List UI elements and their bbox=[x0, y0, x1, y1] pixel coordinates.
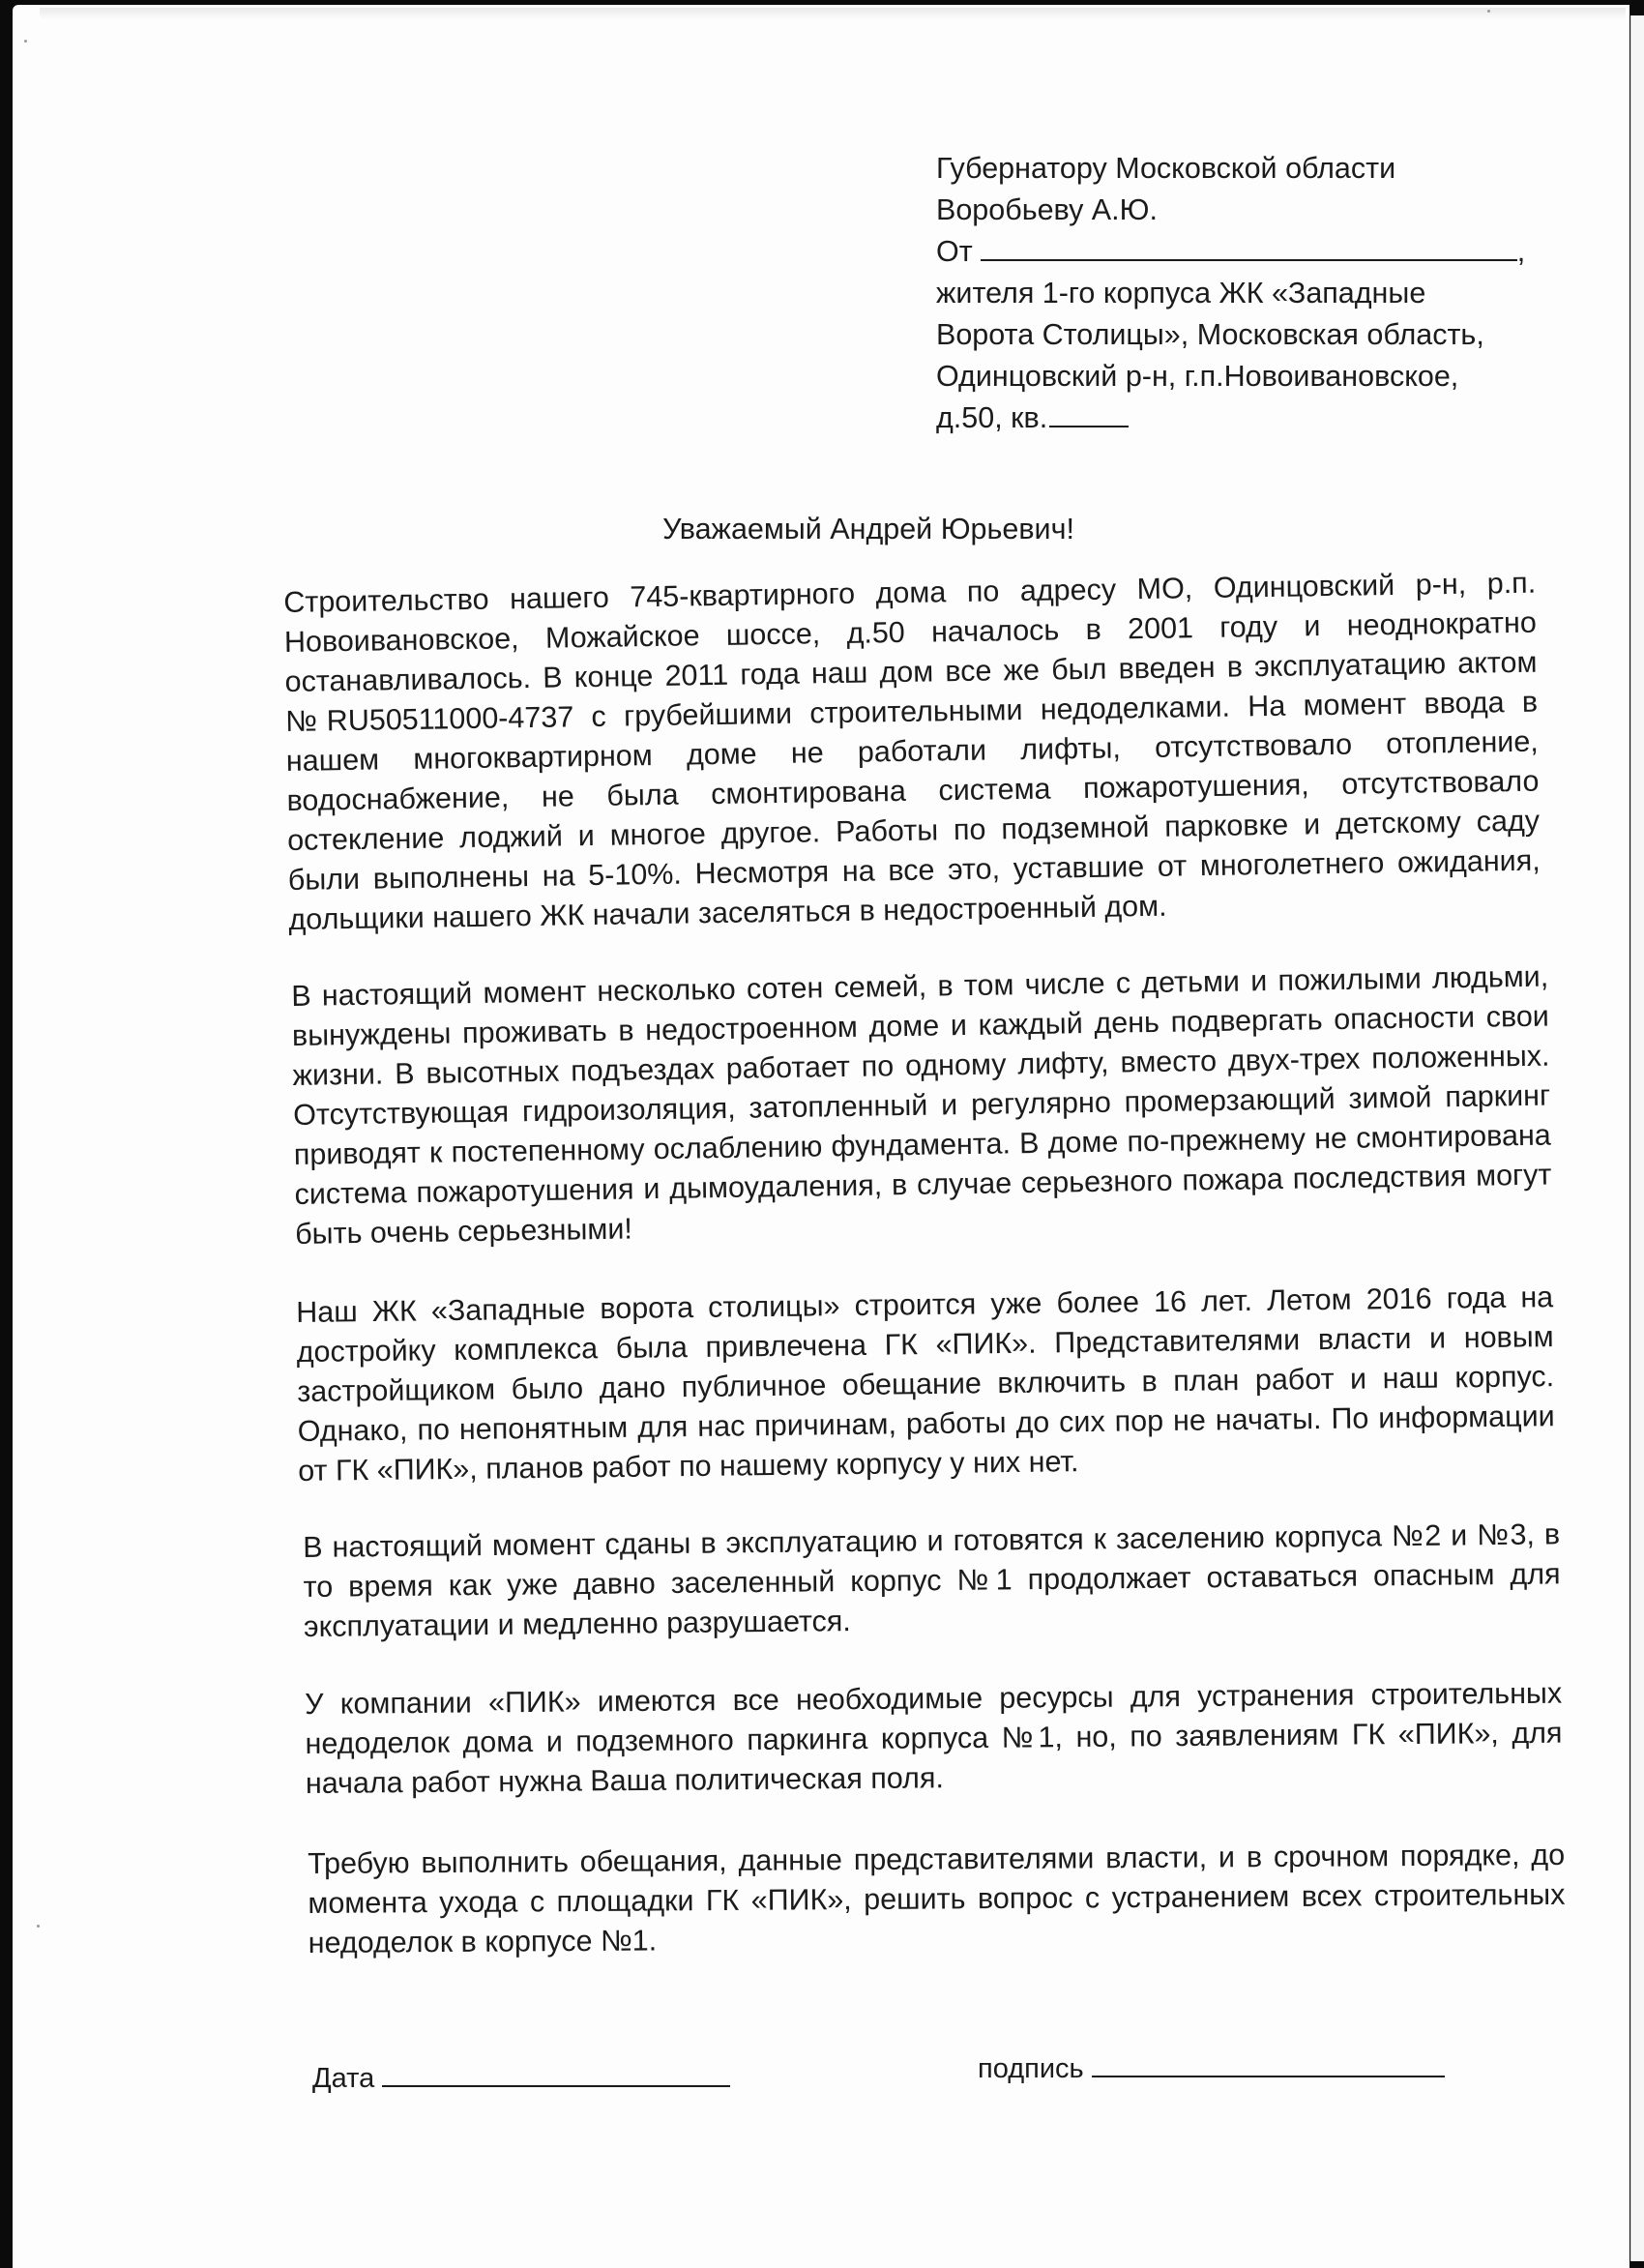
paragraph-current-danger: В настоящий момент несколько сотен семей, в том числе с детьми и пожилыми людьми, вынуждены проживать в недостроенном доме и каждый день подвергать опасности свои жизни. В высотных подъездах работает по одному лифту, вместо двух-трех положенных. Отсутствующая гидроизоляция, затопленный и регулярно промерзающий зимой паркинг приводят к постепенному ослаблению фундамента. В доме по-прежнему не смонтирована система пожаротушения и дымоудаления, в случае серьезного пожара последствия могут быть очень серьезными! bbox=[291, 959, 1552, 1251]
from-line bbox=[936, 231, 1536, 273]
from-label: От bbox=[936, 235, 973, 268]
resident-line: Одинцовский р-н, г.п.Новоивановское, bbox=[936, 360, 1459, 393]
resident-line: жителя 1-го корпуса ЖК «Западные bbox=[936, 277, 1426, 309]
greeting: Уважаемый Андрей Юрьевич! bbox=[662, 513, 1074, 545]
paragraph-demand: Требую выполнить обещания, данные представителями власти, и в срочном порядке, до момента ухода с площадки ГК «ПИК», решить вопрос с устранением всех строительных недоделок в корпусе №1. bbox=[308, 1838, 1566, 1959]
date-label: Дата bbox=[312, 2063, 375, 2094]
scan-speck bbox=[1487, 10, 1490, 13]
scanned-page bbox=[13, 5, 1629, 2268]
paragraph-construction-history: Строительство нашего 745-квартирного дома по адресу МО, Одинцовский р-н, р.п. Новоивановское, Можайское шоссе, д.50 началось в 2001 году и неоднократно останавливалось. В конце 2011 года наш дом все же был введен в эксплуатацию актом №RU50511000-4737 с грубейшими строительными недоделками. На момент ввода в нашем многоквартирном доме не работали лифты, отсутствовало отопление, водоснабжение, не была смонтирована система пожаротушения, отсутствовало остекление лоджий и многое другое. Работы по подземной парковке и детскому саду были выполнены на 5-10%. Несмотря на все это, уставшие от многолетнего ожидания, дольщики нашего ЖК начали заселяться в недостроенный дом. bbox=[283, 566, 1541, 936]
date-block bbox=[312, 2063, 730, 2095]
paragraph-other-buildings: В настоящий момент сданы в эксплуатацию и готовятся к заселению корпуса №2 и №3, в то время как уже давно заселенный корпус №1 продолжает оставаться опасным для эксплуатации и медленно разрушается. bbox=[303, 1517, 1561, 1643]
signature-label: подпись bbox=[978, 2053, 1084, 2084]
paragraph-pik-involvement: Наш ЖК «Западные ворота столицы» строится уже более 16 лет. Летом 2016 года на достройку комплекса была привлечена ГК «ПИК». Представителями власти и новым застройщиком было дано публичное обещание включить в план работ и наш корпус. Однако, по непонятным для нас причинам, работы до сих пор не начаты. По информации от ГК «ПИК», планов работ по нашему корпусу у них нет. bbox=[296, 1281, 1555, 1487]
date-field[interactable] bbox=[382, 2066, 730, 2087]
resident-line: Ворота Столицы», Московская область, bbox=[936, 318, 1484, 351]
paragraph-pik-resources: У компании «ПИК» имеются все необходимые ресурсы для устранения строительных недоделок дома и подземного паркинга корпуса №1, но, по заявлениям ГК «ПИК», для начала работ нужна Ваша политическая поля. bbox=[305, 1676, 1563, 1800]
from-trailing-comma: , bbox=[1516, 235, 1526, 268]
apartment-line bbox=[936, 398, 1536, 439]
scan-speck bbox=[37, 1925, 40, 1928]
apartment-number-field[interactable] bbox=[1049, 406, 1129, 427]
apartment-label: д.50, кв. bbox=[936, 401, 1048, 434]
addressee-block bbox=[936, 148, 1536, 439]
addressee-line: Воробьеву А.Ю. bbox=[936, 193, 1158, 226]
sender-name-field[interactable] bbox=[981, 240, 1517, 261]
signature-row bbox=[312, 2053, 1473, 2111]
scan-edge-dark bbox=[1629, 0, 1644, 15]
addressee-line: Губернатору Московской области bbox=[936, 152, 1396, 185]
scan-speck bbox=[24, 40, 27, 43]
scan-edge-strip bbox=[1630, 15, 1644, 2261]
scan-shadow-top bbox=[40, 8, 1626, 19]
signature-field[interactable] bbox=[1092, 2056, 1445, 2077]
signature-block bbox=[978, 2053, 1445, 2085]
